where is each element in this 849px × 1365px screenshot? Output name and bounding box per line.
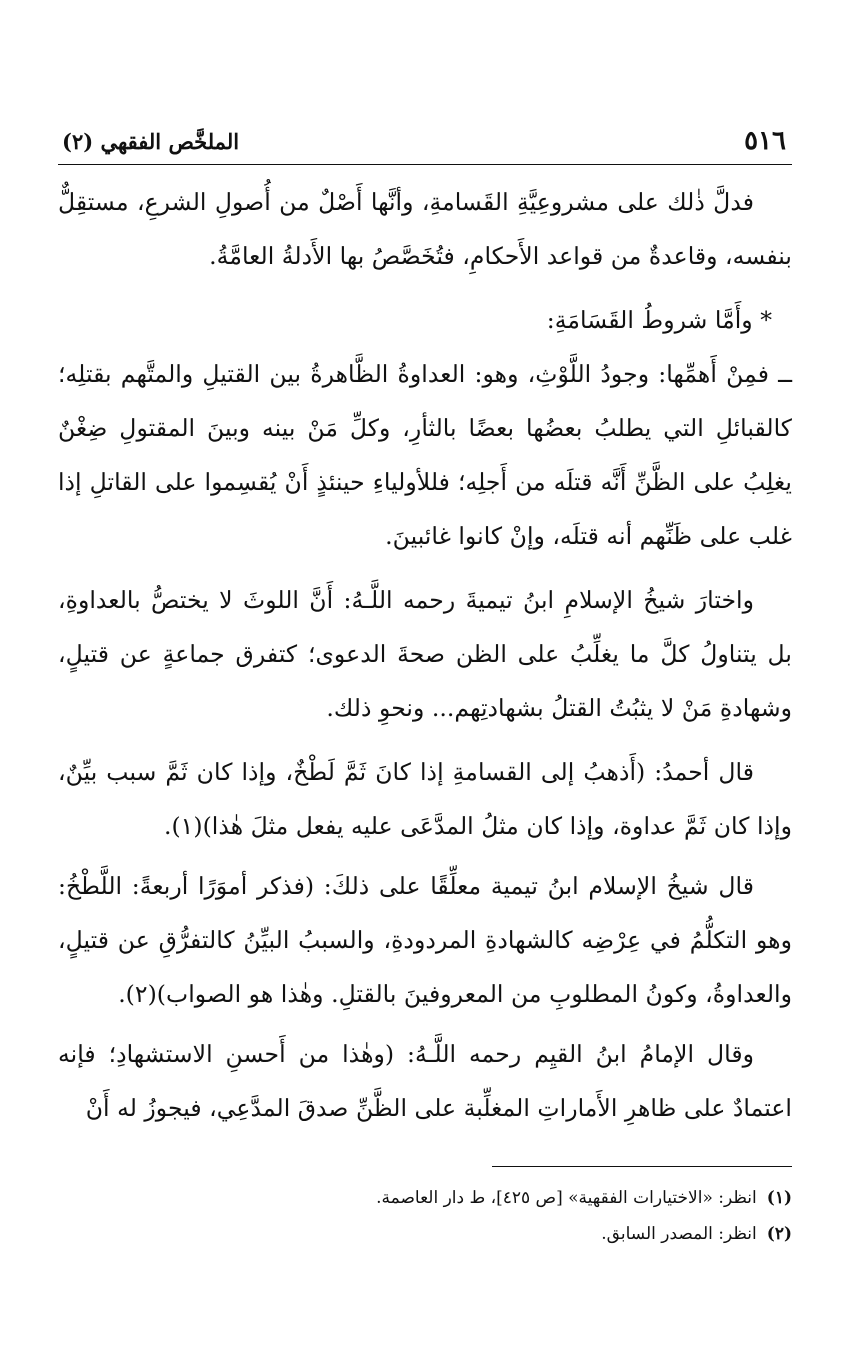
running-header (58, 118, 792, 165)
page-number: ٥١٦ (744, 126, 786, 156)
section-heading: * وأَمَّا شروطُ القَسَامَةِ: (546, 306, 772, 334)
footnotes (58, 1180, 792, 1252)
footnote-separator (492, 1166, 792, 1167)
footnote-text: انظر: «الاختيارات الفقهية» [ص ٤٢٥]، ط دار العاصمة. (376, 1188, 757, 1208)
footnote (58, 1216, 792, 1252)
paragraph: ــ فمِنْ أَهمِّها: وجودُ اللَّوْثِ، وهو: العداوةُ الظَّاهرةُ بين القتيلِ والمتَّهم بقتلِه؛ كالقبائلِ التي يطلبُ بعضُها بعضًا بالثأرِ، وكلِّ مَنْ بينه وبينَ المقتولِ ضِغْنٌ يغلِبُ على الظَّنِّ أَنَّه قتلَه من أَجلِه؛ فللأولياءِ حينئذٍ أَنْ يُقسِموا على القاتلِ إذا غلب على ظَنِّهم أنه قتلَه، وإنْ كانوا غائبينَ. (58, 360, 792, 550)
footnote-number: (٢) (766, 1224, 792, 1244)
footnote (58, 1180, 792, 1216)
paragraph: قال أحمدُ: (أَذهبُ إلى القسامةِ إذا كانَ ثَمَّ لَطْخٌ، وإذا كان ثَمَّ سبب بيِّنٌ، وإذا كان ثَمَّ عداوة، وإذا كان مثلُ المدَّعَى عليه يفعل مثلَ هٰذا)(١). (58, 758, 792, 840)
body-text (58, 175, 792, 1135)
paragraph: قال شيخُ الإسلام ابنُ تيمية معلِّقًا على ذلكَ: (فذكر أموَرًا أربعةً: اللَّطْخُ: وهو التكلُّمُ في عِرْضِه كالشهادةِ المردودةِ، والسببُ البيِّنُ كالتفرُّقِ عن قتيلٍ، والعداوةُ، وكونُ المطلوبِ من المعروفينَ بالقتلِ. وهٰذا هو الصواب)(٢). (58, 872, 792, 1008)
footnote-number: (١) (766, 1188, 792, 1208)
footnote-text: انظر: المصدر السابق. (601, 1224, 757, 1244)
paragraph: فدلَّ ذٰلك على مشروعِيَّةِ القَسامةِ، وأنَّها أَصْلٌ من أُصولِ الشرعِ، مستقِلٌّ بنفسه، وقاعدةٌ من قواعد الأَحكامِ، فتُخَصَّصُ بها الأَدلةُ العامَّةُ. (58, 188, 792, 270)
paragraph: وقال الإمامُ ابنُ القيِم رحمه اللَّـهُ: (وهٰذا من أَحسنِ الاستشهادِ؛ فإنه اعتمادٌ على ظاهرِ الأَماراتِ المغلِّبة على الظَّنِّ صدقَ المدَّعِي، فيجوزُ له أَنْ (58, 1040, 792, 1122)
book-title: الملخَّص الفقهي (٢) (62, 128, 240, 154)
book-page (58, 118, 792, 1318)
paragraph: واختارَ شيخُ الإسلامِ ابنُ تيميةَ رحمه اللَّـهُ: أَنَّ اللوثَ لا يختصُّ بالعداوةِ، بل يتناولُ كلَّ ما يغلِّبُ على الظن صحةَ الدعوى؛ كتفرق جماعةٍ عن قتيلٍ، وشهادةِ مَنْ لا يثبُتُ القتلُ بشهادتِهم... ونحوِ ذلك. (58, 586, 792, 722)
